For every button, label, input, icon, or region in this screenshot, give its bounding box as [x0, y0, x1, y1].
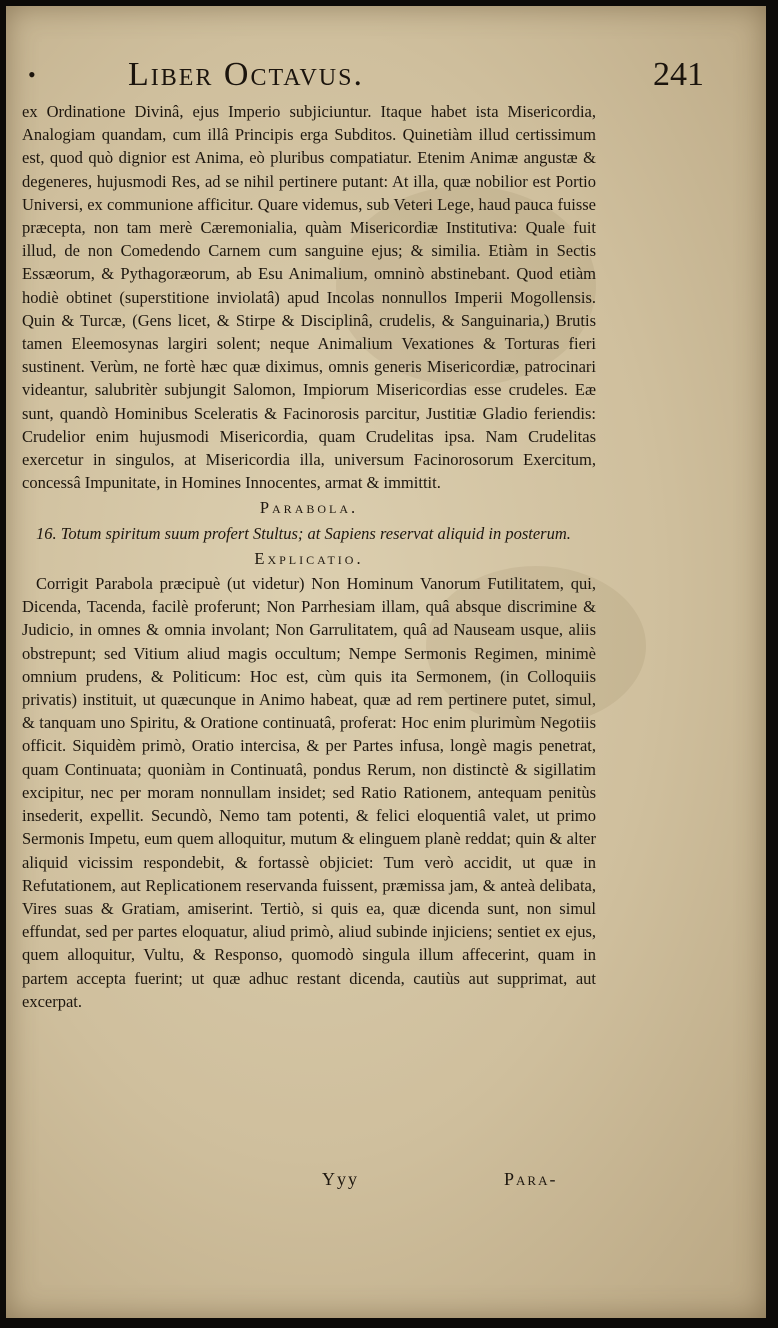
paragraph-2: Corrigit Parabola præcipuè (ut videtur) Non Hominum Vanorum Futilitatem, qui, Dicenda, Tacenda, facilè proferunt; Non Parrhesiam illam, quâ absque discrimine & Judicio, in omnes & omnia involant; Non Garrulitatem, quâ ad Nauseam usque, aliis obstrepunt; sed Vitium aliud magis occultum; Nempe Sermonis Regimen, minimè omnium prudens, & Politicum: Hoc est, cùm quis ita Sermonem, (in Colloquiis privatis) instituit, ut quæcunque in Animo habeat, quæ ad rem pertinere putet, simul, & tanquam uno Spiritu, & Oratione continuatâ, proferat: Hoc enim plurimùm Negotiis officit. Siquidèm primò, Oratio intercisa, & per Partes infusa, longè magis penetrat, quam Continuata; quoniàm in Continuatâ, pondus Rerum, non distinctè & sigillatim excipitur, nec per moram nonnullam insidet; sed Ratio Rationem, antequam penitùs insederit, expellit. Secundò, Nemo tam potenti, & felici eloquentiâ valet, ut primo Sermonis Impetu, eum quem alloquitur, mutum & elinguem planè reddat; quin & alter aliquid vicissim respondebit, & fortassè objiciet: Tum verò accidit, ut quæ in Refutationem, aut Replicationem reservanda fuissent, præmissa jam, & anteà delibata, Vires suas & Gratiam, amiserint. Tertiò, si quis ea, quæ dicenda sunt, non simul effundat, sed per partes eloquatur, aliud primò, aliud subinde injiciens; sentiet ex ejus, quem alloquitur, Vultu, & Responso, quomodò singula illum affecerint, quam in partem accepta fuerint; ut quæ adhuc restant dicenda, cautiùs aut supprimat, aut excerpat.: [22, 574, 596, 1011]
page-footer: [6, 1169, 766, 1195]
parabola-heading: Parabola.: [259, 498, 359, 518]
paragraph-1: ex Ordinatione Divinâ, ejus Imperio subjiciuntur. Itaque habet ista Misericordia, Analogiam quandam, cum illâ Principis erga Subditos. Quinetiàm illud certissimum est, quod quò dignior est Anima, eò pluribus compatiatur. Etenim Animæ angustæ & degeneres, hujusmodi Res, ad se nihil pertinere putant: At illa, quæ nobilior est Portio Universi, ex communione afficitur. Quare videmus, sub Veteri Lege, haud pauca fuisse præcepta, non tam merè Cæremonialia, quàm Misericordiæ Institutiva: Quale fuit illud, de non Comedendo Carnem cum sanguine ejus; & similia. Etiàm in Sectis Essæorum, & Pythagoræorum, ab Esu Animalium, omninò abstinebant. Quod etiàm hodiè obtinet (superstitione inviolatâ) apud Incolas nonnullos Imperii Mogollensis. Quin & Turcæ, (Gens licet, & Stirpe & Disciplinâ, crudelis, & Sanguinaria,) Brutis tamen Eleemosynas largiri solent; neque Animalium Vexationes & Torturas fieri sustinent. Verùm, ne fortè hæc quæ diximus, omnis generis Misericordiæ, patrocinari videantur, salubritèr subjungit Salomon, Impiorum Misericordias esse crudeles. Eæ sunt, quandò Hominibus Sceleratis & Facinorosis parcitur, Justitiæ Gladio feriendis: Crudelior enim hujusmodi Misericordia, quam Crudelitas ipsa. Nam Crudelitas exercetur in singulos, at Misericordia illa, universum Facinorosorum Exercitum, concessâ Impunitate, in Homines Innocentes, armat & immittit.: [22, 102, 596, 493]
catchword: Para-: [504, 1169, 558, 1189]
signature-mark: Yyy: [322, 1169, 359, 1189]
parabola-text: 16. Totum spiritum suum profert Stultus; at Sapiens reservat aliquid in posterum.: [36, 523, 571, 543]
page-header: [6, 56, 766, 102]
running-head: Liber Octavus.: [128, 56, 364, 93]
explicatio-heading: Explicatio.: [254, 548, 364, 568]
body-text: [22, 100, 596, 1013]
book-page: [6, 6, 766, 1318]
header-mark: •: [28, 62, 36, 87]
page-number: 241: [653, 56, 704, 93]
